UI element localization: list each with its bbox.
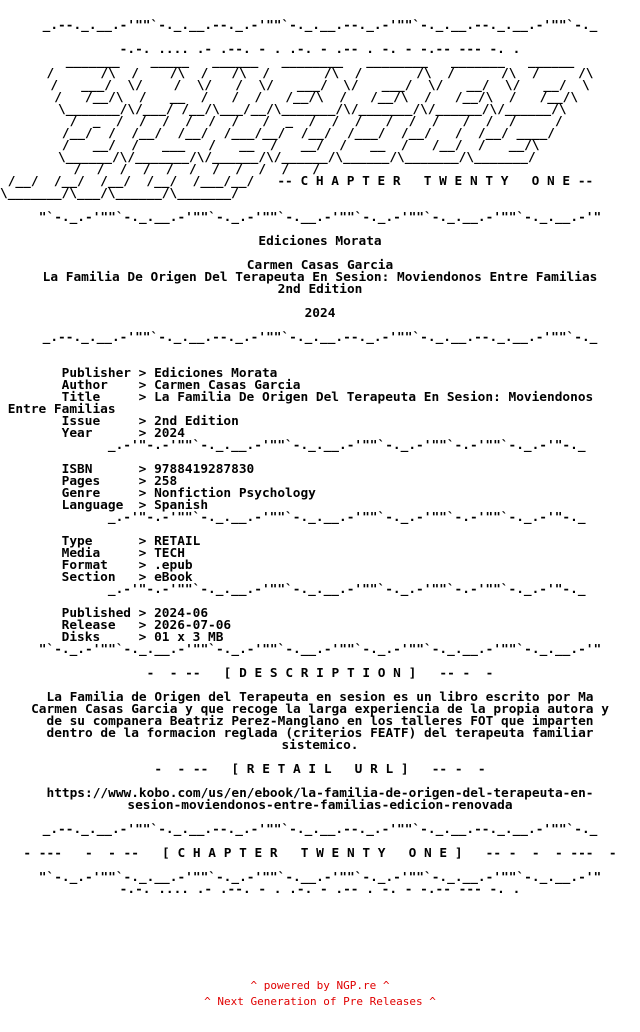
footer-tagline: ^ Next Generation of Pre Releases ^ — [204, 995, 436, 1008]
nfo-line: / _ / / / / / / / _ / / / / / / / / / / — [54, 114, 586, 129]
nfo-line: _.--._.__.-'""`-._.__.--._.-'""`-._.__.--._.-'""`-._.__.--._.__.-'""`-._ — [42, 330, 598, 345]
nfo-line: Genre > Nonfiction Psychology — [0, 486, 316, 501]
nfo-line: / /\ / /\ / /\ / /\ / /\ / /\ / /\ — [46, 66, 594, 81]
nfo-line: Section > eBook — [0, 570, 193, 585]
nfo-line: \_______/\/___/ /__/\___/__/\_______/\/_______/\/______/\/______/\ — [58, 102, 582, 117]
nfo-line: \_______/\___/\______/\_______/ — [0, 186, 524, 201]
nfo-document — [0, 20, 640, 896]
nfo-line: Carmen Casas Garcia y que recoge la larga experiencia de la propia autora y — [31, 702, 609, 717]
nfo-line: Issue > 2nd Edition — [0, 414, 239, 429]
nfo-line: - - -- [ D E S C R I P T I O N ] -- - - — [146, 666, 494, 681]
nfo-line: Published > 2024-06 — [0, 606, 209, 621]
nfo-line: 2024 — [304, 306, 336, 321]
nfo-line: Media > TECH — [0, 546, 185, 561]
nfo-line: https://www.kobo.com/us/en/ebook/la-familia-de-origen-del-terapeuta-en- — [46, 786, 594, 801]
nfo-line: Pages > 258 — [0, 474, 178, 489]
nfo-line: Author > Carmen Casas Garcia — [0, 378, 301, 393]
nfo-line: ISBN > 9788419287830 — [0, 462, 255, 477]
nfo-line: Release > 2026-07-06 — [0, 618, 232, 633]
nfo-line: dentro de la formacion reglada (criterios FEATF) del terapeuta familiar — [46, 726, 594, 741]
nfo-line: / ___/ \/ / \/ / \/ ___/ \/ ___/ \/ __/ \/ __/ \ — [50, 78, 590, 93]
nfo-line: Type > RETAIL — [0, 534, 201, 549]
nfo-line: Ediciones Morata — [258, 234, 382, 249]
nfo-line: / / / / / / / / / / / — [58, 162, 582, 177]
nfo-line: Publisher > Ediciones Morata — [0, 366, 278, 381]
footer — [0, 978, 640, 1010]
nfo-line: sesion-moviendonos-entre-familias-edicion-renovada — [127, 798, 513, 813]
nfo-line: de su companera Beatriz Perez-Manglano en los talleres FOT que imparten — [46, 714, 594, 729]
nfo-line: Disks > 01 x 3 MB — [0, 630, 224, 645]
nfo-line: La Familia De Origen Del Terapeuta En Sesion: Moviendonos Entre Familias — [42, 270, 598, 285]
nfo-line: -.-. .... .- .--. - . .-. - .-- . -. - -.-- --- -. . — [119, 42, 521, 57]
nfo-line: _.--._.__.-'""`-._.__.--._.-'""`-._.__.--._.-'""`-._.__.--._.__.-'""`-._ — [42, 822, 598, 837]
nfo-line: - --- - - -- [ C H A P T E R T W E N T Y O N E ] -- - - - --- - — [23, 846, 617, 861]
nfo-line: / __/ / ___ / __ / __/ / __ / /__/ / __/\ — [54, 138, 586, 153]
nfo-line: _.--._.__.-'""`-._.__.--._.-'""`-._.__.--._.-'""`-._.__.--._.__.-'""`-._ — [42, 18, 598, 33]
nfo-line: \______/\/_______/\/______/\/______/\______/\_______/\_______/ — [58, 150, 582, 165]
nfo-line: 2nd Edition — [277, 282, 363, 297]
nfo-line: "`-._.-'""`-._.__.-'""`-._.-'""`-.__.-'""`-._.-'""`-._.__.-'""`-._.__.-'" — [38, 210, 602, 225]
nfo-line: Format > .epub — [0, 558, 193, 573]
nfo-line: - - -- [ R E T A I L U R L ] -- - - — [154, 762, 486, 777]
nfo-line: Entre Familias — [0, 402, 116, 417]
nfo-line: Carmen Casas Garcia — [246, 258, 394, 273]
nfo-line: Year > 2024 — [0, 426, 185, 441]
nfo-line — [0, 344, 640, 356]
nfo-line: -.-. .... .- .--. - . .-. - .-- . -. - -.-- --- -. . — [119, 882, 521, 897]
nfo-line: /__/ / /__/ /__/ /___/__/ /__/ /___/ /__/ / /__/ ____/ — [54, 126, 586, 141]
footer-powered-by: ^ powered by NGP.re ^ — [250, 979, 390, 992]
nfo-line: "`-._.-'""`-._.__.-'""`-._.-'""`-.__.-'""`-._.-'""`-._.__.-'""`-._.__.-'" — [38, 870, 602, 885]
nfo-line: /__/ /__/ /__/ /__/ /___/__/ -- C H A P T E R T W E N T Y O N E -- — [0, 174, 594, 189]
nfo-line: _______ _____ ______ ________ ________ _______ ______ — [58, 54, 582, 69]
nfo-line: Language > Spanish — [0, 498, 209, 513]
nfo-line: _.-'"-.-'""`-._.__.-'""`-._.__.-'""`-._.-'""`-.-'""`-._.-'"-._ — [0, 438, 586, 453]
nfo-line: La Familia de Origen del Terapeuta en sesion es un libro escrito por Ma — [46, 690, 594, 705]
nfo-line: _.-'"-.-'""`-._.__.-'""`-._.__.-'""`-._.-'""`-.-'""`-._.-'"-._ — [0, 582, 586, 597]
nfo-line: sistemico. — [281, 738, 359, 753]
nfo-line: Title > La Familia De Origen Del Terapeuta En Sesion: Moviendonos — [0, 390, 594, 405]
nfo-line: _.-'"-.-'""`-._.__.-'""`-._.__.-'""`-._.-'""`-.-'""`-._.-'"-._ — [0, 510, 586, 525]
nfo-line: "`-._.-'""`-._.__.-'""`-._.-'""`-.__.-'""`-._.-'""`-._.__.-'""`-._.__.-'" — [38, 642, 602, 657]
nfo-line: / /__/\ / __ / / / /__/\ / /__/\ / /__/\ / /__/\ — [54, 90, 586, 105]
